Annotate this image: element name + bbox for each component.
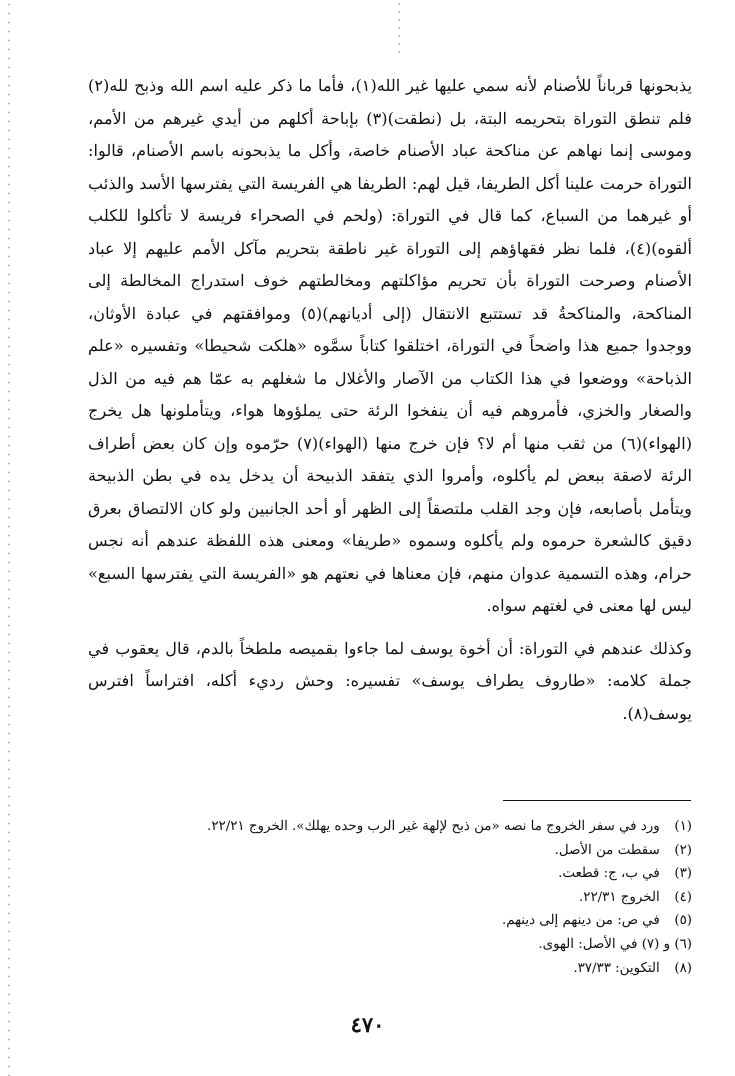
paragraph-2: وكذلك عندهم في التوراة: أن أخوة يوسف لما جاءوا بقميصه ملطخاً بالدم، قال يعقوب في جملة كلامه: «طاروف يطراف يوسف» تفسيره: وحش رديء أكله، افتراساً افترس يوسف(٨). xyxy=(88,638,692,723)
footnote-item xyxy=(132,839,692,863)
scan-top-dots xyxy=(398,0,400,55)
footnote-number: (٤) xyxy=(674,889,692,905)
main-text-block xyxy=(88,70,692,730)
footnote-item xyxy=(132,909,692,933)
footnotes-list xyxy=(132,815,692,980)
footnote-text: في الأصل: الهوى. xyxy=(538,936,638,952)
footnote-text: في ص: من دينهم إلى دينهم. xyxy=(501,913,660,929)
footnote-text: التكوين: ٣٧/٣٣. xyxy=(573,960,660,976)
footnote-item xyxy=(132,862,692,886)
footnote-text: ورد في سفر الخروج ما نصه «من ذبح لإلهة غير الرب وحده يهلك». الخروج ٢٢/٢١. xyxy=(207,819,660,834)
page-number: ٤٧٠ xyxy=(350,1012,385,1037)
paragraph-1: يذبحونها قرباناً للأصنام لأنه سمي عليها غير الله(١)، فأما ما ذكر عليه اسم الله وذبح لله(٢) فلم تنطق التوراة بتحريمه البتة، بل (نطقت)(٣) بإباحة أكلهم من أيدي غيرهم من الأمم، وموسى إنما نهاهم عن مناكحة عباد الأصنام خاصة، وأكل ما يذبحونه باسم الأصنام، قالوا: التوراة حرمت علينا أكل الطريفا، قيل لهم: الطريفا هي الفريسة التي يفترسها الأسد والذئب أو غيرهما من السباع، كما قال في التوراة: (ولحم في الصحراء فريسة لا تأكلوا للكلب ألقوه)(٤)، فلما نظر فقهاؤهم إلى التوراة غير ناطقة بتحريم مآكل الأمم عليهم إلا عباد الأصنام وصرحت التوراة بأن تحريم مؤاكلتهم ومخالطتهم خوف استدراج المخالطة إلى المناكحة، والمناكحةُ قد تستتبع الانتقال (إلى أديانهم)(٥) وموافقتهم في عبادة الأوثان، ووجدوا جميع هذا واضحاً في التوراة، اختلقوا كتاباً سمَّوه «هلكت شحيطا» وتفسيره «علم الذباحة» ووضعوا في هذا الكتاب من الآصار والأغلال ما شغلهم به عمّا هم فيه من الذل والصغار والخزي، فأمروهم فيه أن ينفخوا الرئة حتى يملؤوها هواء، ويتأملونها هل يخرج (الهواء)(٦) من ثقب منها أم لا؟ فإن خرج منها (الهواء)(٧) حرّموه وإن كان بعض أطراف الرئة لاصقة ببعض لم يأكلوه، وأمروا الذي يتفقد الذبيحة أن يدخل يده في بطن الذبيحة ويتأمل بأصابعه، فإن وجد القلب ملتصقاً إلى الظهر أو أحد الجانبين ولو كان الالتصاق بعرق دقيق كالشعرة حرموه ولم يأكلوه وسموه «طريفا» ومعنى هذه اللفظة عندهم أنه نجس حرام، وهذه التسمية عدوان منهم، فإن معناها في نعتهم هو «الفريسة التي يفترسها السبع» ليس لها معنى في لغتهم سواه. xyxy=(88,76,693,615)
footnote-number: (٨) xyxy=(674,960,692,976)
scan-margin-dots xyxy=(8,0,10,1076)
footnote-text: الخروج ٢٢/٣١. xyxy=(578,889,660,905)
footnote-number: (٢) xyxy=(674,842,692,858)
footnote-item xyxy=(132,957,692,981)
footnote-item xyxy=(132,933,692,957)
footnote-number: (٣) xyxy=(674,866,692,882)
footnote-item xyxy=(132,886,692,910)
footnote-item xyxy=(132,815,692,839)
footnote-number: (٥) xyxy=(674,913,692,929)
footnote-number: (١) xyxy=(674,819,692,834)
footnote-text: سقطت من الأصل. xyxy=(554,842,660,858)
footnote-text: في ب، ج: قطعت. xyxy=(558,866,660,882)
footnote-separator xyxy=(503,800,691,801)
footnote-number: (٦) و (٧) xyxy=(641,936,692,952)
